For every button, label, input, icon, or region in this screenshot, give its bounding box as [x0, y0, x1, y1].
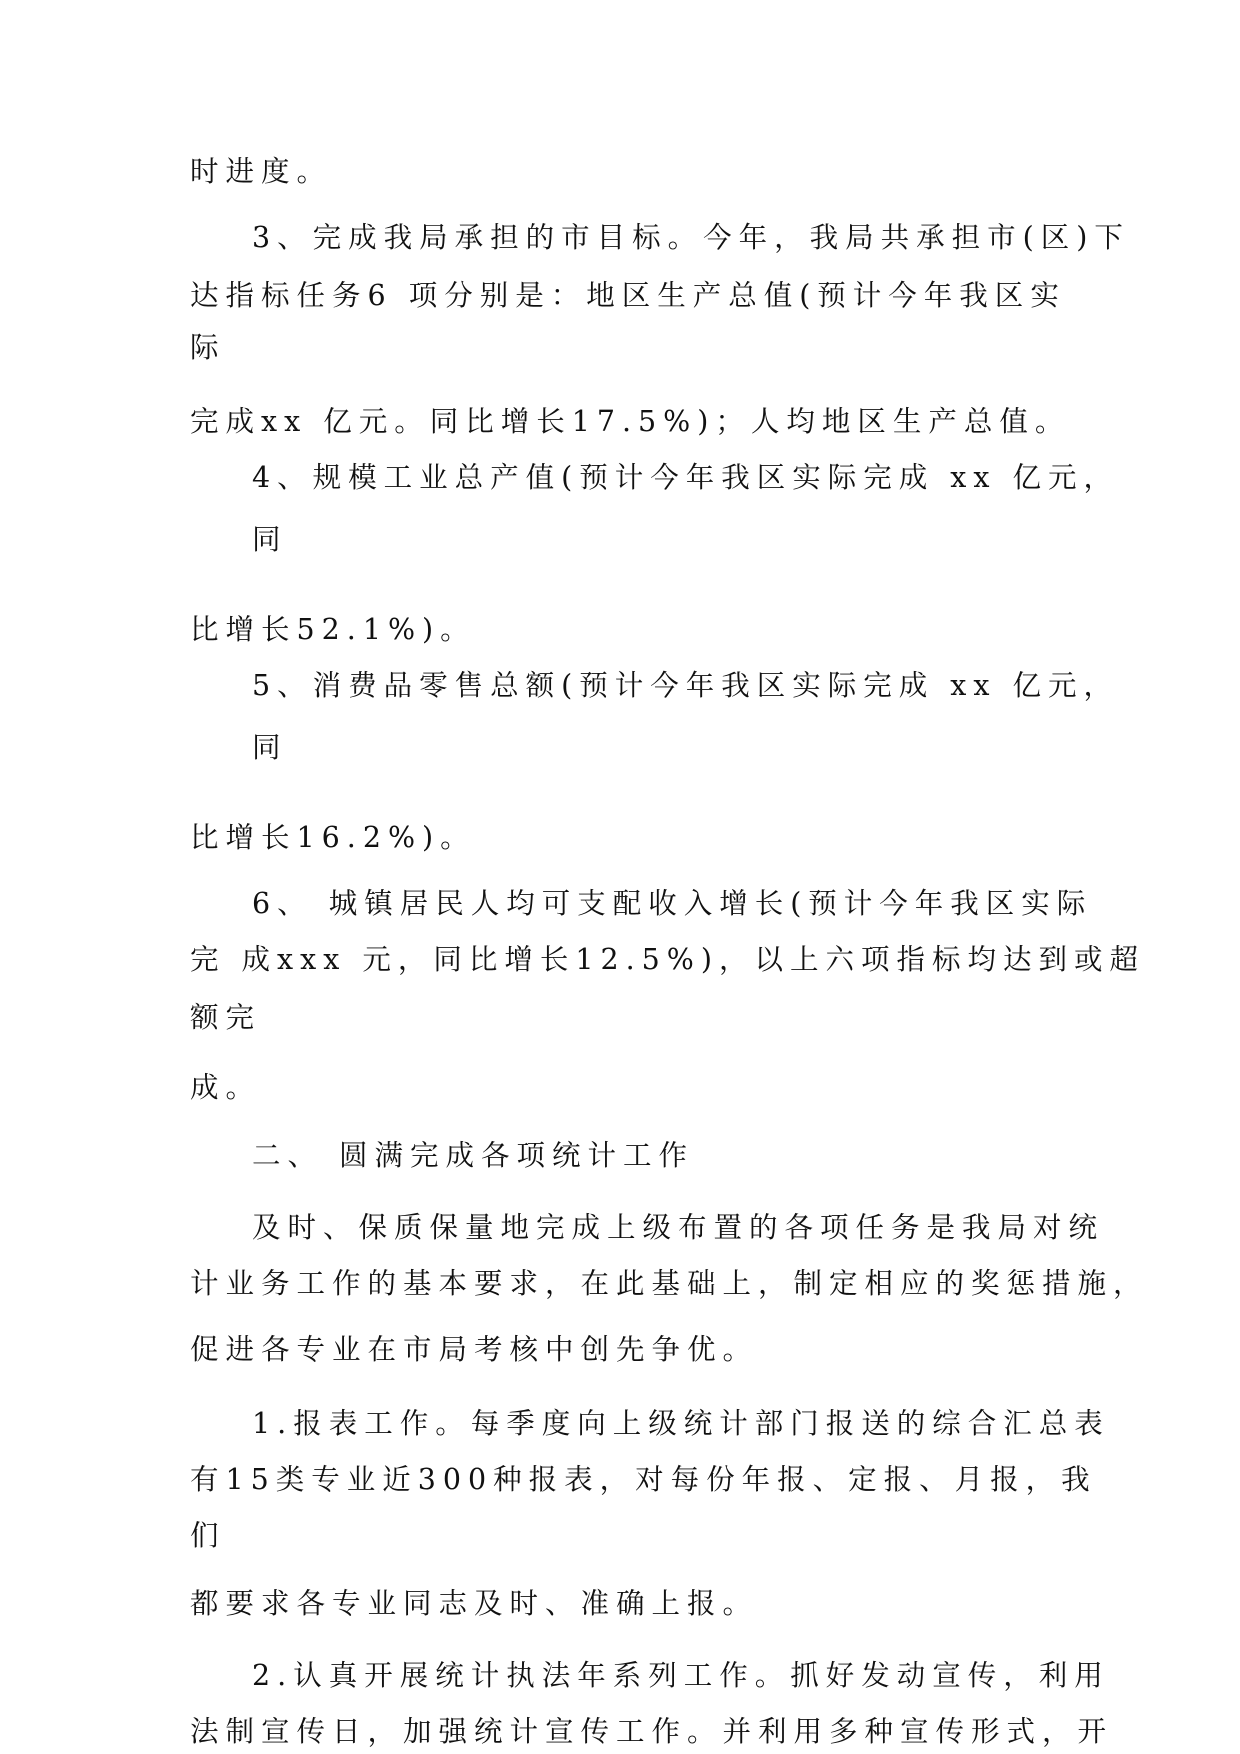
text-line: 同: [252, 523, 288, 556]
text-line: 4、规模工业总产值(预计今年我区实际完成 xx 亿元，: [252, 461, 1120, 494]
text-line: 及时、保质保量地完成上级布置的各项任务是我局对统: [252, 1211, 1105, 1244]
text-line: 达指标任务6 项分别是：地区生产总值(预计今年我区实: [190, 279, 1066, 312]
text-line: 法制宣传日，加强统计宣传工作。并利用多种宣传形式，开: [190, 1715, 1114, 1748]
text-line: 有15类专业近300种报表，对每份年报、定报、月报，我: [190, 1463, 1097, 1496]
text-line: 3、完成我局承担的市目标。今年，我局共承担市(区)下: [252, 221, 1130, 254]
text-line: 完 成xxx 元，同比增长12.5%)，以上六项指标均达到或超: [190, 943, 1145, 976]
text-line: 成。: [190, 1071, 262, 1104]
text-line: 额完: [190, 1001, 262, 1034]
text-line: 都要求各专业同志及时、准确上报。: [190, 1587, 759, 1620]
text-line: 计业务工作的基本要求，在此基础上，制定相应的奖惩措施，: [190, 1267, 1149, 1300]
text-line: 比增长52.1%)。: [190, 613, 476, 646]
section-heading: 二、 圆满完成各项统计工作: [252, 1139, 695, 1172]
text-line: 同: [252, 731, 288, 764]
text-line: 比增长16.2%)。: [190, 821, 476, 854]
text-line: 2.认真开展统计执法年系列工作。抓好发动宣传，利用: [252, 1659, 1110, 1692]
text-line: 促进各专业在市局考核中创先争优。: [190, 1333, 759, 1366]
text-line: 1.报表工作。每季度向上级统计部门报送的综合汇总表: [252, 1407, 1110, 1440]
text-line: 5、消费品零售总额(预计今年我区实际完成 xx 亿元，: [252, 669, 1120, 702]
text-line: 6、 城镇居民人均可支配收入增长(预计今年我区实际: [252, 887, 1093, 920]
text-line: 时进度。: [190, 155, 333, 188]
text-line: 们: [190, 1519, 226, 1552]
text-line: 际: [190, 331, 226, 364]
text-line: 完成xx 亿元。同比增长17.5%)；人均地区生产总值。: [190, 405, 1071, 438]
